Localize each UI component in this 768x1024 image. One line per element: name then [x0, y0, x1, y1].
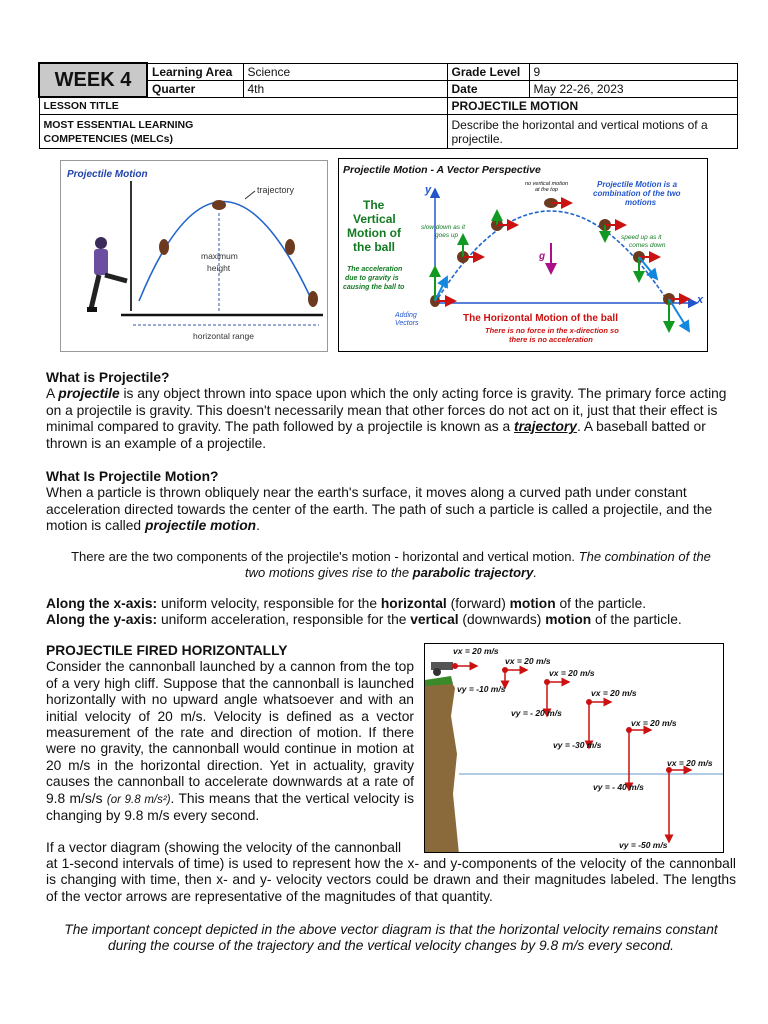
fig2-title: Projectile Motion - A Vector Perspective — [343, 164, 541, 176]
date-value: May 22-26, 2023 — [529, 80, 737, 97]
ball-vectors — [430, 198, 689, 331]
svg-text:vy = -50 m/s: vy = -50 m/s — [619, 840, 668, 850]
svg-text:The acceleration: The acceleration — [347, 266, 403, 273]
lesson-header-table — [38, 62, 738, 149]
no-force-caption — [485, 326, 619, 344]
horizontal-motion-caption: The Horizontal Motion of the ball — [463, 313, 618, 324]
velocity-labels — [453, 646, 713, 850]
vertical-motion-caption — [347, 198, 402, 254]
svg-text:vx = 20 m/s: vx = 20 m/s — [505, 656, 551, 666]
melc-label — [39, 115, 447, 149]
x-axis-description: Along the x-axis: uniform velocity, responsible for the horizontal (forward) motion of the particle. — [46, 596, 647, 611]
lesson-title-label: LESSON TITLE — [39, 97, 447, 115]
svg-text:vx = 20 m/s: vx = 20 m/s — [631, 718, 677, 728]
y-axis-description: Along the y-axis: uniform acceleration, responsible for the vertical (downwards) motion of the particle. — [46, 612, 682, 628]
svg-text:vx = 20 m/s: vx = 20 m/s — [549, 668, 595, 678]
axes-description — [46, 596, 736, 629]
svg-text:vx = 20 m/s: vx = 20 m/s — [453, 646, 499, 656]
gravity-label: g — [539, 251, 546, 262]
slow-down-caption — [421, 224, 466, 239]
learning-area-value: Science — [243, 63, 447, 80]
svg-text:vy = -10 m/s: vy = -10 m/s — [457, 684, 506, 694]
svg-text:Motion of: Motion of — [347, 226, 401, 240]
svg-text:the ball: the ball — [353, 240, 396, 254]
quarter-value: 4th — [243, 80, 447, 97]
football-3 — [285, 239, 295, 255]
svg-text:due to gravity is: due to gravity is — [345, 275, 399, 282]
heading-what-is-projectile: What is Projectile? — [46, 370, 170, 385]
trajectory-label: trajectory — [257, 185, 295, 195]
grade-level-label: Grade Level — [447, 63, 529, 80]
no-vertical-caption — [525, 181, 568, 193]
svg-text:goes up: goes up — [435, 232, 459, 239]
svg-text:vy = -30 m/s: vy = -30 m/s — [553, 740, 602, 750]
svg-text:Projectile Motion is a: Projectile Motion is a — [597, 180, 678, 189]
heading-fired-horizontally: PROJECTILE FIRED HORIZONTALLY — [46, 643, 288, 658]
paragraph-cannonball: Consider the cannonball launched by a cannon from the top of a very high cliff. Suppose that the cannonball is launched horizontally with no upward angle whatsoever and with an initial velocity of 20 m/s. Velocity is defined as a vector measurement of the rate and direction of motion. If there were no gravity, the cannonball would continue in motion at 20 m/s in the horizontal direction. Yet in actuality, gravity causes the cannonball to accelerate downwards at a rate of 9.8 m/s/s (or 9.8 m/s²). This means that the vertical velocity is changing by 9.8 m/s every second. — [46, 659, 414, 824]
x-axis-label: x — [697, 294, 704, 306]
svg-text:Adding: Adding — [395, 312, 417, 319]
svg-text:slow down as it: slow down as it — [421, 224, 466, 231]
svg-text:Vectors: Vectors — [395, 320, 419, 327]
football-1 — [159, 239, 169, 255]
svg-text:comes down: comes down — [629, 242, 666, 249]
melc-label-line2: COMPETENCIES (MELCs) — [43, 132, 174, 145]
svg-text:causing the ball to: causing the ball to — [343, 284, 405, 291]
lesson-title-value: PROJECTILE MOTION — [447, 97, 737, 115]
melc-value: Describe the horizontal and vertical motions of a projectile. — [447, 115, 737, 149]
svg-text:vx = 20 m/s: vx = 20 m/s — [667, 758, 713, 768]
quarter-label: Quarter — [147, 80, 243, 97]
svg-text:there is no acceleration: there is no acceleration — [509, 335, 593, 344]
svg-text:vx = 20 m/s: vx = 20 m/s — [591, 688, 637, 698]
kicker-figure — [87, 237, 127, 312]
cannonball-vector-diagram — [425, 644, 724, 853]
svg-text:motions: motions — [625, 198, 657, 207]
football-4 — [308, 291, 318, 307]
grade-level-value: 9 — [529, 63, 737, 80]
svg-text:Vertical: Vertical — [353, 212, 396, 226]
football-2 — [212, 200, 226, 210]
combination-caption — [593, 180, 681, 207]
paragraph-components: There are the two components of the projectile's motion - horizontal and vertical motion. The combination of the two motions gives rise to the parabolic trajectory. — [71, 549, 711, 581]
date-label: Date — [447, 80, 529, 97]
figure-projectile-motion — [60, 160, 328, 352]
svg-text:vy = - 20 m/s: vy = - 20 m/s — [511, 708, 562, 718]
cannon-wheel — [433, 668, 441, 676]
svg-text:vy = - 40 m/s: vy = - 40 m/s — [593, 782, 644, 792]
paragraph-vector-diagram: at 1-second intervals of time) is used to represent how the x- and y-components of the velocity of the cannonball is changing with time, then x- and y- velocity vectors could be drawn and their magnitudes labeled. The lengths of the vector arrows are representative of the magnitudes of that quantity. — [46, 856, 736, 904]
section-projectile-fired-horizontally — [46, 643, 414, 857]
cliff — [425, 678, 459, 853]
heading-what-is-projectile-motion: What Is Projectile Motion? — [46, 469, 219, 484]
svg-text:combination of the two: combination of the two — [593, 189, 681, 198]
paragraph-conclusion: The important concept depicted in the above vector diagram is that the horizontal velocity remains constant during the course of the trajectory and the vertical velocity changes by 9.8 m/s every second. — [64, 922, 718, 954]
max-height-label-1: maximum — [201, 251, 238, 261]
section-what-is-projectile — [46, 370, 736, 452]
learning-area-label: Learning Area — [147, 63, 243, 80]
projectile-motion-diagram — [61, 161, 328, 352]
section-what-is-projectile-motion — [46, 469, 736, 535]
svg-text:no vertical motion: no vertical motion — [525, 181, 569, 187]
speed-up-caption — [621, 234, 666, 249]
cannon — [431, 662, 453, 670]
acceleration-caption — [343, 266, 405, 291]
week-label: WEEK 4 — [39, 63, 147, 97]
figure-cannonball-vectors — [424, 643, 724, 853]
svg-text:There is no force in the x-dir: There is no force in the x-direction so — [485, 326, 619, 335]
svg-text:at the top: at the top — [535, 187, 558, 193]
paragraph-vector-diagram-intro: If a vector diagram (showing the velocity of the cannonball — [46, 840, 402, 856]
svg-text:The: The — [363, 198, 385, 212]
paragraph-projectile-definition: A projectile is any object thrown into space upon which the only acting force is gravity. The primary force acting on a projectile is gravity. This doesn't necessarily mean that other forces do not act on it, just that their effect is minimal compared to gravity. The path followed by a projectile is known as a trajectory. A baseball batted or thrown is an example of a projectile. — [46, 386, 727, 451]
paragraph-projectile-motion: When a particle is thrown obliquely near the earth's surface, it moves along a curved path under constant acceleration directed towards the center of the earth. The path of such a particle is called a projectile, and the motion is called projectile motion. — [46, 485, 713, 534]
svg-text:speed up as it: speed up as it — [621, 234, 662, 241]
vector-perspective-diagram — [339, 159, 708, 352]
adding-vectors-caption — [394, 312, 419, 327]
trajectory-pointer — [245, 191, 255, 199]
max-height-label-2: height — [207, 263, 231, 273]
figure-vector-perspective — [338, 158, 708, 352]
y-axis-label: y — [425, 184, 432, 196]
fig1-title: Projectile Motion — [67, 169, 148, 180]
range-label: horizontal range — [193, 331, 254, 341]
melc-label-line1: MOST ESSENTIAL LEARNING — [43, 118, 194, 131]
